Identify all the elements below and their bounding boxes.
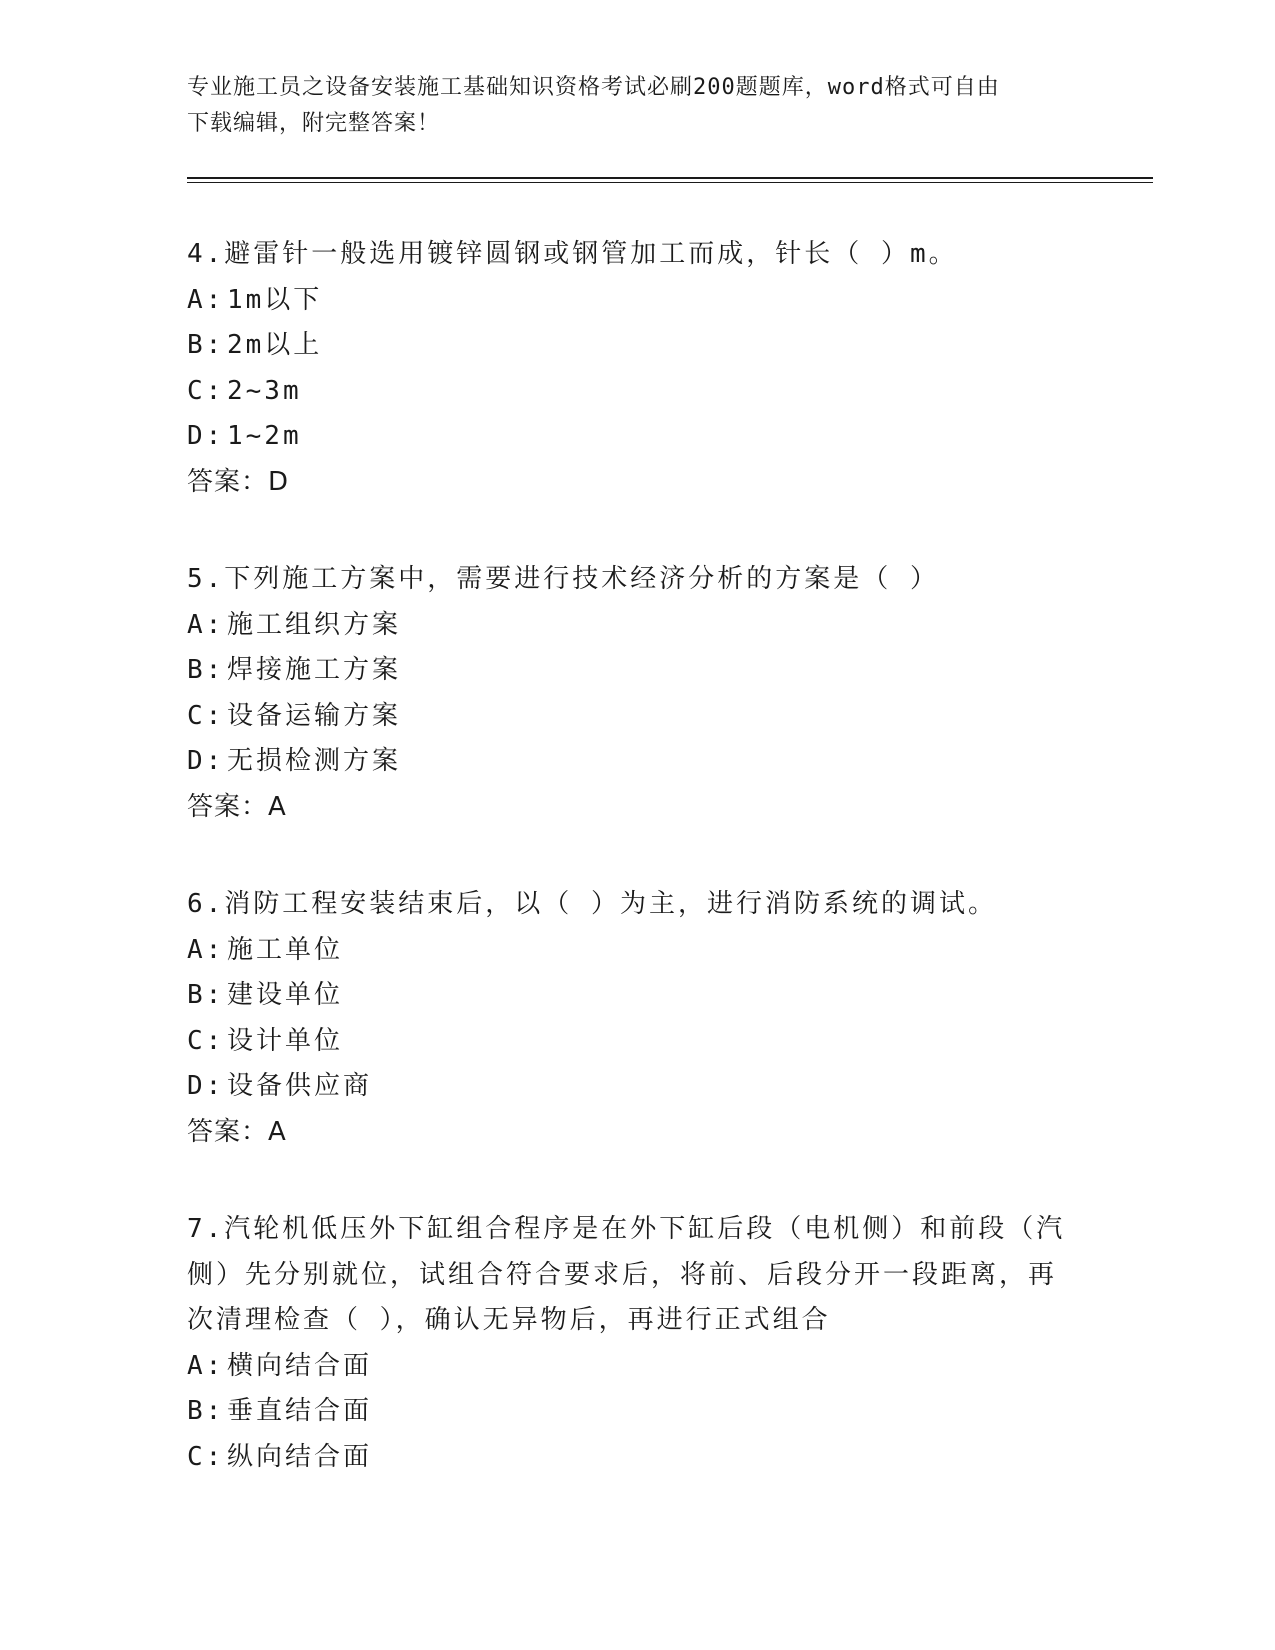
option-letter: B: — [187, 330, 225, 360]
option-letter: C: — [187, 375, 225, 406]
option-row — [187, 323, 1087, 369]
option-text: 1m以下 — [227, 284, 323, 315]
option-text: 施工组织方案 — [227, 609, 402, 640]
option-text: 焊接施工方案 — [227, 655, 402, 685]
option-row — [187, 369, 1087, 415]
option-row — [187, 1019, 1087, 1065]
document-header — [187, 70, 1067, 142]
answer-line: 答案：A — [187, 1116, 287, 1147]
option-text: 设备运输方案 — [227, 700, 402, 731]
header-line-1: 专业施工员之设备安装施工基础知识资格考试必刷200题题库，word格式可自由 — [187, 75, 1000, 100]
option-text: 2~3m — [227, 375, 302, 406]
option-letter: A: — [187, 609, 225, 640]
question-stem: 侧）先分别就位，试组合符合要求后，将前、后段分开一段距离，再 — [187, 1259, 1058, 1290]
question-block — [187, 232, 1087, 505]
answer-line: 答案：D — [187, 466, 290, 497]
option-text: 垂直结合面 — [227, 1396, 373, 1426]
header-line-2: 下载编辑，附完整答案！ — [187, 111, 441, 136]
option-text: 纵向结合面 — [227, 1441, 373, 1472]
option-row — [187, 739, 1087, 785]
question-stem: 7.汽轮机低压外下缸组合程序是在外下缸后段（电机侧）和前段（汽 — [187, 1214, 1066, 1244]
question-stem: 4.避雷针一般选用镀锌圆钢或钢管加工而成，针长（ ）m。 — [187, 239, 958, 269]
option-row — [187, 1435, 1087, 1481]
option-row — [187, 1389, 1087, 1435]
option-letter: B: — [187, 1396, 225, 1426]
option-row — [187, 1344, 1087, 1390]
option-letter: A: — [187, 934, 225, 965]
option-text: 设计单位 — [227, 1025, 344, 1056]
option-letter: B: — [187, 980, 225, 1010]
option-text: 2m以上 — [227, 330, 323, 360]
option-text: 无损检测方案 — [227, 746, 402, 776]
option-letter: C: — [187, 1025, 225, 1056]
option-letter: B: — [187, 655, 225, 685]
option-row — [187, 648, 1087, 694]
option-letter: A: — [187, 284, 225, 315]
option-letter: C: — [187, 700, 225, 731]
question-block — [187, 1207, 1087, 1480]
question-stem: 6.消防工程安装结束后，以（ ）为主，进行消防系统的调试。 — [187, 889, 997, 919]
answer-line: 答案：A — [187, 791, 287, 822]
option-letter: D: — [187, 1071, 225, 1101]
option-letter: C: — [187, 1441, 225, 1472]
option-row — [187, 414, 1087, 460]
option-row — [187, 694, 1087, 740]
option-row — [187, 973, 1087, 1019]
question-block — [187, 557, 1087, 830]
option-row — [187, 1064, 1087, 1110]
question-stem: 次清理检查（ ），确认无异物后，再进行正式组合 — [187, 1305, 831, 1335]
header-divider-thick — [187, 177, 1153, 179]
option-text: 设备供应商 — [227, 1071, 373, 1101]
question-block — [187, 882, 1087, 1155]
option-text: 施工单位 — [227, 934, 344, 965]
option-row — [187, 278, 1087, 324]
question-stem: 5.下列施工方案中，需要进行技术经济分析的方案是（ ） — [187, 564, 939, 594]
option-row — [187, 603, 1087, 649]
option-text: 建设单位 — [227, 980, 344, 1010]
question-list — [187, 232, 1087, 1532]
option-letter: A: — [187, 1350, 225, 1381]
option-text: 横向结合面 — [227, 1350, 373, 1381]
option-letter: D: — [187, 746, 225, 776]
option-letter: D: — [187, 421, 225, 451]
header-divider-thin — [187, 182, 1153, 183]
option-row — [187, 928, 1087, 974]
option-text: 1~2m — [227, 421, 302, 451]
